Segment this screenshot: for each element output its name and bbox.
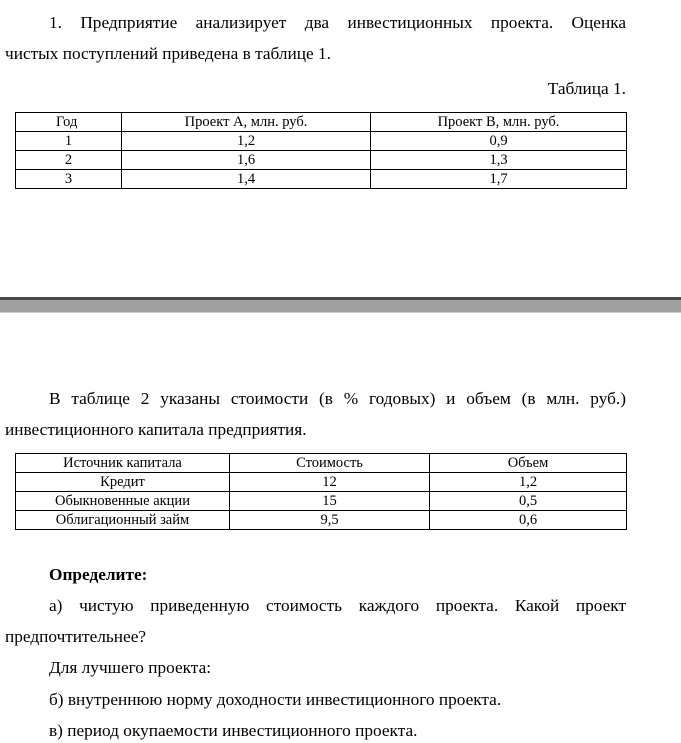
table-cell: Обыкновенные акции <box>16 492 230 511</box>
table-row <box>16 132 627 151</box>
table-cell: 1,2 <box>122 132 371 151</box>
table-cell: 3 <box>16 170 122 189</box>
task-2-line-2: инвестиционного капитала предприятия. <box>5 420 307 439</box>
question-b: б) внутреннюю норму доходности инвестиционного проекта. <box>49 690 502 709</box>
page-break-divider <box>0 297 681 313</box>
question-a-paragraph <box>5 590 626 652</box>
task-2-line-1: В таблице 2 указаны стоимости (в % годовых) и объем (в млн. руб.) <box>49 389 626 408</box>
table-row <box>16 473 627 492</box>
table-cell: 9,5 <box>230 511 430 530</box>
table-1-header-project-b: Проект В, млн. руб. <box>371 113 627 132</box>
question-c: в) период окупаемости инвестиционного проекта. <box>49 721 418 740</box>
table-row <box>16 492 627 511</box>
table-2-header-row <box>16 454 627 473</box>
table-row <box>16 151 627 170</box>
table-2-header-volume: Объем <box>430 454 627 473</box>
table-1-caption: Таблица 1. <box>547 79 626 98</box>
table-cell: Облигационный займ <box>16 511 230 530</box>
table-row <box>16 511 627 530</box>
task-1-paragraph <box>5 7 626 69</box>
table-row <box>16 170 627 189</box>
table-cell: 0,9 <box>371 132 627 151</box>
question-a-line-1: а) чистую приведенную стоимость каждого проекта. Какой проект <box>49 596 626 615</box>
table-cell: 0,5 <box>430 492 627 511</box>
table-cell: 1,4 <box>122 170 371 189</box>
table-cell: 1,3 <box>371 151 627 170</box>
table-cell: 1,7 <box>371 170 627 189</box>
table-cell: 1,2 <box>430 473 627 492</box>
question-a-line-2: предпочтительнее? <box>5 627 147 646</box>
best-project-label: Для лучшего проекта: <box>49 658 212 677</box>
table-1 <box>15 112 627 189</box>
table-1-header-project-a: Проект А, млн. руб. <box>122 113 371 132</box>
table-cell: 15 <box>230 492 430 511</box>
table-cell: 12 <box>230 473 430 492</box>
table-2-header-cost: Стоимость <box>230 454 430 473</box>
table-cell: 1 <box>16 132 122 151</box>
table-cell: 0,6 <box>430 511 627 530</box>
table-2-header-source: Источник капитала <box>16 454 230 473</box>
table-1-header-row <box>16 113 627 132</box>
table-2 <box>15 453 627 530</box>
task-2-paragraph <box>5 383 626 445</box>
table-cell: Кредит <box>16 473 230 492</box>
task-1-line-2: чистых поступлений приведена в таблице 1. <box>5 44 331 63</box>
table-cell: 1,6 <box>122 151 371 170</box>
task-1-line-1: 1. Предприятие анализирует два инвестиционных проекта. Оценка <box>49 13 626 32</box>
table-cell: 2 <box>16 151 122 170</box>
table-1-header-year: Год <box>16 113 122 132</box>
questions-heading: Определите: <box>49 565 148 584</box>
